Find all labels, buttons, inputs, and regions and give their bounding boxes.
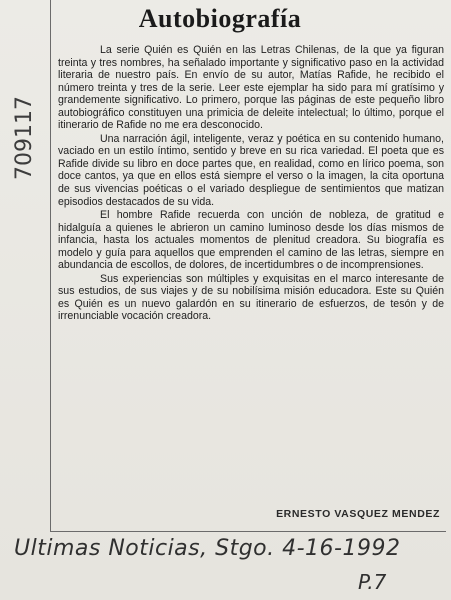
article-title: Autobiografía xyxy=(138,4,302,33)
article-paragraph: La serie Quién es Quién en las Letras Chilenas, de la que ya figuran treinta y tres nombres, ha señalado importante y significativo paso en la actividad literaria de nuestro país. En envío de su autor, Matías Rafide, he recibido el número treinta y tres de la serie. Leer este ejemplar ha sido para mí gratísimo y grandemente significativo. Lo primero, porque las páginas de este pequeño libro autobiográfico constituyen una primicia de deleite intelectual; lo último, porque el itinerario de Rafide no me era desconocido. xyxy=(58,44,444,132)
article-paragraph: Una narración ágil, inteligente, veraz y poética en su contenido humano, vaciado en un estilo íntimo, sentido y breve en su rica variedad. El poeta que es Rafide divide su libro en doce partes que, en realidad, como en lírico poema, son doce cantos, ya que en ellos está siempre el verso o la imagen, la cita oportuna de sus vivencias poéticas o el variado despliegue de sentimientos que matizan episodios destacados de su vida. xyxy=(58,132,444,208)
article-body xyxy=(58,44,444,324)
article-paragraph: Sus experiencias son múltiples y exquisitas en el marco interesante de sus estudios, de sus viajes y de su nobilísima misión educadora. Este su Quién es Quién es un nuevo galardón en su itinerario de esfuerzos, de tesón y de irrenunciable vocación creadora. xyxy=(58,272,444,323)
handwritten-margin-note: 709117 xyxy=(12,96,37,180)
author-signature: ERNESTO VASQUEZ MENDEZ xyxy=(276,508,440,520)
handwritten-page-number: P.7 xyxy=(358,570,387,594)
handwritten-source-note: Ultimas Noticias, Stgo. 4-16-1992 xyxy=(14,536,401,561)
article-paragraph: El hombre Rafide recuerda con unción de nobleza, de gratitud e hidalguía a quienes le abrieron un camino luminoso desde los días mismos de infancia, hasta los actuales momentos de plenitud creadora. Su biografía es modelo y guía para aquellos que emprenden el camino de las letras, siempre en abundancia de escollos, de dolores, de incertidumbres o de incomprensiones. xyxy=(58,209,444,272)
